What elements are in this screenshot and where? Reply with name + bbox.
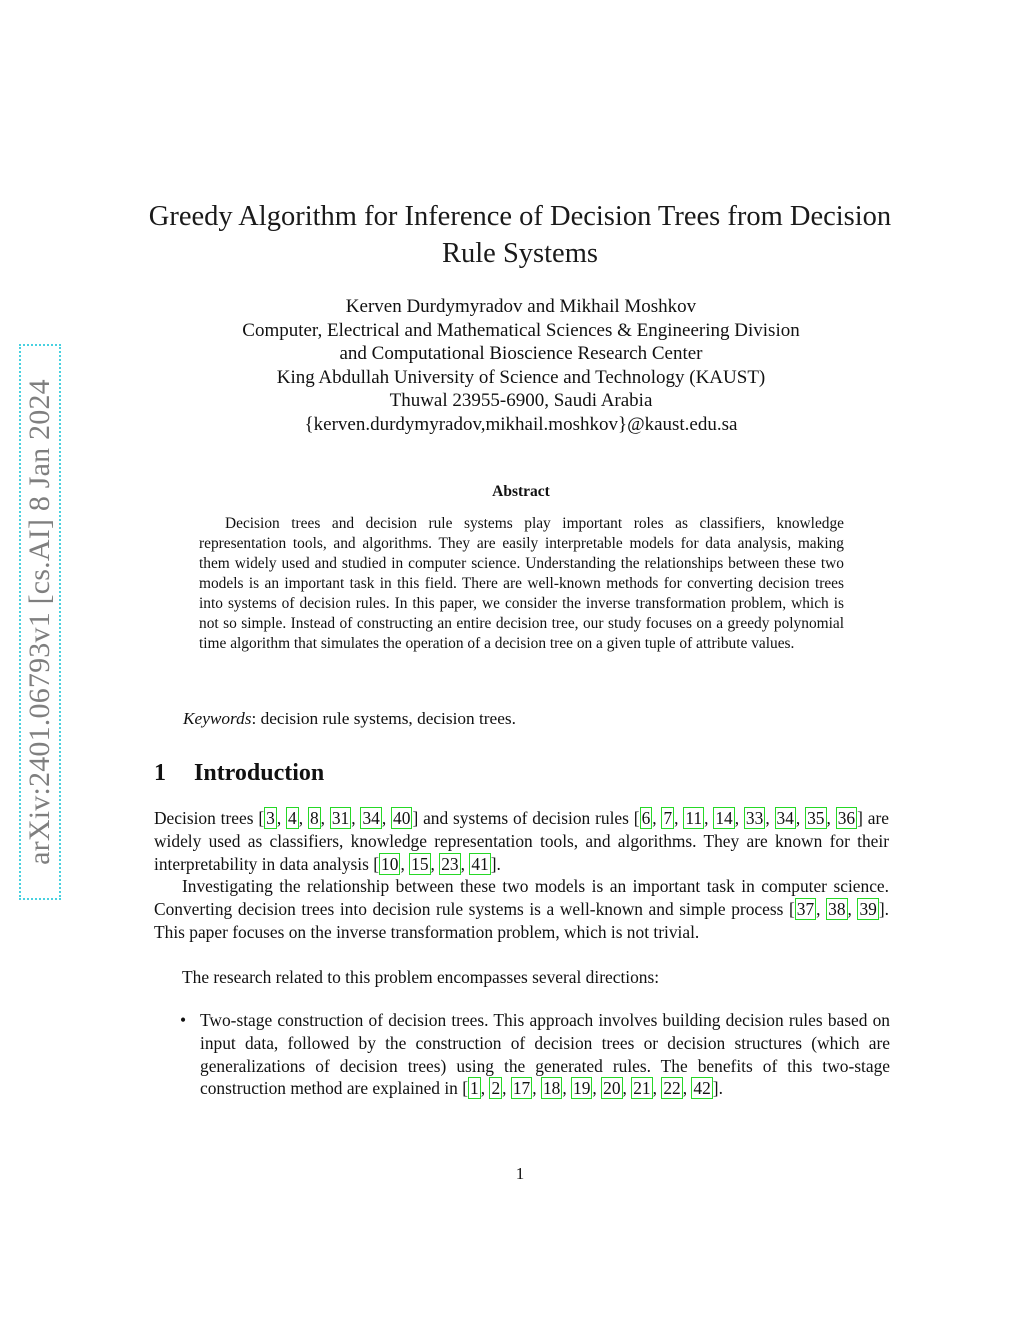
citation-link[interactable]: 35 xyxy=(807,808,825,828)
citation-separator: , xyxy=(592,1078,602,1099)
bullet-icon: • xyxy=(180,1010,187,1030)
paragraph-text: Decision trees [ xyxy=(154,808,265,828)
paragraph-text: ]. This paper focuses on the inverse transformation problem, which is not trivial. xyxy=(154,898,889,942)
citation-link[interactable]: 3 xyxy=(266,808,275,828)
author-block xyxy=(150,295,892,436)
citation-separator: , xyxy=(734,808,744,828)
citation-group xyxy=(379,853,491,875)
citation-link[interactable]: 17 xyxy=(512,1078,531,1099)
citation-link[interactable]: 22 xyxy=(663,1078,681,1099)
paragraph-2 xyxy=(154,875,889,943)
paragraph-text: Investigating the relationship between these two models is an important task in computer science. Converting decision trees into decision rule systems is a well-known and simple process [ xyxy=(154,876,889,919)
citation-link[interactable]: 11 xyxy=(685,808,703,828)
citation-link[interactable]: 19 xyxy=(573,1078,591,1099)
citation-link[interactable]: 15 xyxy=(411,853,429,874)
page-number: 1 xyxy=(515,1164,525,1183)
abstract-text: Decision trees and decision rule systems play important roles as classifiers, knowledge representation tools, and algorithms. They are easily interpretable models for data analysis, making them widely used and studied in computer science. Understanding the relationships between these two models is an important task in this field. There are well-known methods for converting decision trees into systems of decision rules. In this paper, we consider the inverse transformation problem, which is not so simple. Instead of constructing an entire decision tree, our study focuses on a greedy polynomial time algorithm that simulates the operation of a decision tree on a given tuple of attribute values. xyxy=(199,515,844,652)
citation-separator: , xyxy=(276,808,287,828)
section-title: Introduction xyxy=(194,760,325,786)
keywords-text: : decision rule systems, decision trees. xyxy=(251,709,516,728)
citation-link[interactable]: 39 xyxy=(859,898,877,919)
paragraph-text: ]. xyxy=(712,1078,723,1099)
citation-link[interactable]: 20 xyxy=(603,1078,621,1099)
list-item-text xyxy=(200,1009,890,1100)
citation-separator: , xyxy=(502,1078,511,1099)
citation-link[interactable]: 14 xyxy=(715,808,733,828)
citation-link[interactable]: 2 xyxy=(491,1078,501,1099)
citation-separator: , xyxy=(298,808,308,828)
citation-link[interactable]: 40 xyxy=(393,808,411,828)
citation-group xyxy=(640,807,858,829)
citation-link[interactable]: 36 xyxy=(837,808,856,828)
section-number: 1 xyxy=(154,760,166,786)
affiliation-line: Thuwal 23955-6900, Saudi Arabia xyxy=(389,390,653,411)
citation-link[interactable]: 42 xyxy=(693,1078,711,1099)
citation-separator: , xyxy=(682,1078,692,1099)
paragraph-text: ]. xyxy=(490,853,501,874)
title-line-2: Rule Systems xyxy=(442,238,598,269)
citation-link[interactable]: 34 xyxy=(362,808,380,828)
citation-link[interactable]: 1 xyxy=(470,1078,479,1099)
keywords-line xyxy=(183,709,883,729)
citation-link[interactable]: 21 xyxy=(633,1078,651,1099)
citation-separator: , xyxy=(795,808,806,828)
citation-separator: , xyxy=(704,808,714,828)
citation-separator: , xyxy=(652,808,662,828)
citation-link[interactable]: 37 xyxy=(796,898,815,919)
citation-link[interactable]: 31 xyxy=(331,808,350,828)
citation-link[interactable]: 10 xyxy=(381,853,399,874)
citation-separator: , xyxy=(765,808,775,828)
keywords-label: Keywords xyxy=(183,709,252,728)
citation-group xyxy=(264,807,412,829)
citation-link[interactable]: 41 xyxy=(471,853,489,874)
affiliation-line: and Computational Bioscience Research Center xyxy=(339,343,703,364)
citation-group xyxy=(468,1077,713,1099)
section-heading xyxy=(154,760,324,787)
citation-separator: , xyxy=(351,808,361,828)
citation-separator: , xyxy=(400,853,410,874)
list-item xyxy=(180,1009,890,1100)
citation-link[interactable]: 6 xyxy=(641,808,651,828)
citation-separator: , xyxy=(480,1078,490,1099)
citation-link[interactable]: 34 xyxy=(776,808,794,828)
author-emails: {kerven.durdymyradov,mikhail.moshkov}@kaust.edu.sa xyxy=(304,413,738,435)
citation-link[interactable]: 8 xyxy=(309,808,319,828)
citation-separator: , xyxy=(622,1078,632,1099)
author-names: Kerven Durdymyradov and Mikhail Moshkov xyxy=(345,296,697,317)
citation-link[interactable]: 38 xyxy=(828,898,846,919)
arxiv-stamp[interactable] xyxy=(19,344,61,900)
citation-separator: , xyxy=(320,808,330,828)
paragraph-3: The research related to this problem encompasses several directions: xyxy=(182,967,660,987)
citation-separator: , xyxy=(430,853,440,874)
citation-separator: , xyxy=(816,898,827,919)
paragraph-1 xyxy=(154,807,889,875)
citation-separator: , xyxy=(652,1078,662,1099)
citation-link[interactable]: 18 xyxy=(542,1078,561,1099)
citation-link[interactable]: 7 xyxy=(663,808,673,828)
citation-link[interactable]: 23 xyxy=(441,853,459,874)
title-line-1: Greedy Algorithm for Inference of Decision Trees from Decision xyxy=(148,201,892,232)
citation-link[interactable]: 4 xyxy=(288,808,297,828)
paragraph-text: Two-stage construction of decision trees. This approach involves building decision rules based on input data, followed by the construction of decision trees or decision structures (which are generalizations of decision trees) using the generated rules. The benefits of this two-stage construction method are explained in [ xyxy=(200,1010,890,1099)
paragraph-text: ] and systems of decision rules [ xyxy=(412,808,640,828)
citation-separator: , xyxy=(460,853,470,874)
citation-separator: , xyxy=(826,808,836,828)
citation-separator: , xyxy=(381,808,392,828)
citation-link[interactable]: 33 xyxy=(745,808,764,828)
affiliation-line: King Abdullah University of Science and Technology (KAUST) xyxy=(276,366,766,388)
citation-group xyxy=(795,898,879,920)
affiliation-line: Computer, Electrical and Mathematical Sciences & Engineering Division xyxy=(242,319,800,341)
paragraph-text: ] are widely used as classifiers, knowledge representation tools, and algorithms. They are known for their interpretability in data analysis [ xyxy=(154,808,889,874)
paper-title xyxy=(140,198,900,272)
citation-separator: , xyxy=(847,898,858,919)
citation-separator: , xyxy=(562,1078,572,1099)
citation-separator: , xyxy=(532,1078,541,1099)
abstract-heading: Abstract xyxy=(492,483,550,500)
citation-separator: , xyxy=(674,808,684,828)
arxiv-stamp-text: arXiv:2401.06793v1 [cs.AI] 8 Jan 2024 xyxy=(23,379,56,865)
